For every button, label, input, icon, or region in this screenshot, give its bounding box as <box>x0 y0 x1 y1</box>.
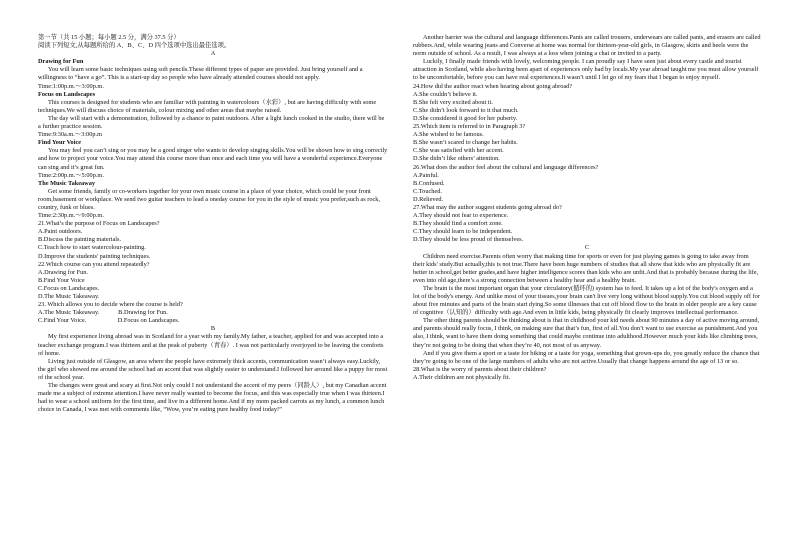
left-paragraph: 22.Which course can you attend repeatedly? <box>38 260 150 268</box>
left-paragraph: D.Improve the students' painting techniques. <box>38 252 151 260</box>
left-paragraph: Time:2:00p.m.～5:00p.m. <box>38 171 104 179</box>
left-paragraph: The day will start with a demonstration, followed by a chance to paint outdoors. After a light lunch cooked in the studio, there will be a further practice session. <box>38 114 386 131</box>
right-paragraph: And if you give them a sport or a taste for biking or a taste for yoga, something that grown-ups do, you greatly reduce the chance that they’re going to be one of the large numbers of adults who are not active.Usually that change happens around the age of 13 or so. <box>413 349 762 365</box>
left-paragraph: A.Paint outdoors. <box>38 228 83 236</box>
right-column <box>413 34 761 382</box>
left-paragraph: Time:2:30p.m.～9:00p.m. <box>38 212 104 220</box>
right-paragraph: D.They should be less proud of themselves. <box>413 236 524 244</box>
left-paragraph: The changes were great and scary at first.Not only could I not understand the accent of my peers（同龄人）, but my Canadian accent made me a subject of extreme attention.I have never really wanted to become the focus, and this was especially true when I was thirteen.I had to wear a school uniform for the first time, and live in a different home.And if my mom packed carrots as my lunch, a common lunch choice in Canada, I was met with comments like, “Wow, you’re eating pure healthy food today!” <box>38 382 388 414</box>
right-paragraph: Luckily, I finally made friends with lovely, welcoming people. I can proudly say I have seen just about every castle and tourist attraction in Scotland, while also having been apart of experiences only had by locals.My year abroad taught me you must allow yourself to be uncomfortable, before you can have real experiences.It wasn’t until I let go of my fears that I began to enjoy myself. <box>413 58 760 82</box>
left-column <box>38 34 388 414</box>
right-paragraph: C.They should learn to be independent. <box>413 228 513 236</box>
left-paragraph: Find Your Voice <box>38 139 82 147</box>
left-paragraph: 21.What’s the purpose of Focus on Landscapes? <box>38 220 160 228</box>
left-paragraph: Time:9:30a.m.～3:00p.m <box>38 131 102 139</box>
right-paragraph: Another barrier was the cultural and language differences.Pants are called trousers, underwears are called pants, and erasers are called rubbers.And, while wearing jeans and Converse at home was normal for thirteen-year-old girls, in Glasgow, skirts and heels were the norm outside of school. As a result, I was always at a loss when joining a chat or invited to a party. <box>413 34 763 58</box>
right-paragraph: B.They should find a comfort zone. <box>413 220 503 228</box>
left-paragraph: You may feel you can’t sing or you may be a good singer who wants to develop singing skills.You will be shown how to sing correctly and how to project your voice.You may attend this course more than once and each time you will have a wonderful experience.Everyone can sing and it’s great fun. <box>38 147 389 171</box>
right-paragraph: Children need exercise.Parents often worry that making time for sports or even for just playing games is going to take away from their kids' study.But actually,this is not true.There have been huge numbers of studies that all show that kids who are physically fit are better in school,get better grades,and have higher intelligence scores than kids who are unfit.And that is probably because during the life, even into old age,there’s a strong connection between a healthy hear and a healthy brain. <box>413 252 760 284</box>
right-paragraph: A.She couldn’t believe it. <box>413 90 478 98</box>
left-paragraph: This courses is designed for students who are familiar with painting in watercolours（水彩）, but are having difficulty with some techniques.We will discuss choice of materials, colour mixing and other areas that maybe raised. <box>38 98 378 114</box>
left-paragraph: B.Discuss the painting materials. <box>38 236 122 244</box>
left-paragraph: Time:1:00p.m.～3:00p.m. <box>38 82 104 90</box>
right-paragraph: C.She was satisfied with her accent. <box>413 147 504 155</box>
left-paragraph: D.The Music Takeaway. <box>38 293 100 300</box>
left-paragraph: C.Teach how to start watercolour-painting. <box>38 244 146 252</box>
right-paragraph: The brain is the most important organ that your circulatory(循环的) system has to feed. It takes up a lot of the body's oxygen and a lot of the body's energy. And unlike most of your tissues,your brain can't live very long without blood supply.You cut blood supply off for about five minutes and parts of the brain start dying.So some illnesses that cut off blood flow to the brain in older people are a key cause of cognitive（认知的）difficulty with age.And even in little kids, being physically fit clearly improves intellectual performance. <box>413 284 762 317</box>
left-paragraph: Drawing for Fun <box>38 58 84 66</box>
right-paragraph: D.Relieved. <box>413 195 444 203</box>
left-paragraph: A.Drawing for Fun. <box>38 268 89 276</box>
right-paragraph: C <box>584 244 590 252</box>
right-paragraph: B.Confused. <box>413 179 445 187</box>
left-paragraph: The Music Takeaway <box>38 179 96 187</box>
right-paragraph: A.Their children are not physically fit. <box>413 373 511 381</box>
right-paragraph: 26.What does the author feel about the cultural and language differences? <box>413 163 599 171</box>
left-paragraph: Get some friends, family or co-workers together for your own music course in a place of your choice, which could be your front room,basement or workplace. We send two guitar teachers to lead a oneday course for you in the style of music you prefer,such as rock, country, funk or blues. <box>38 187 382 211</box>
left-paragraph: C.Focus on Landscapes. <box>38 284 100 292</box>
right-paragraph: The other thing parents should be thinking about is that in childhood your kid needs about 90 minutes a day of active moving around, and parents should really focus, I think, on making sure that that’s fun, first of all.You don’t want to use exercise as punishment.And you also, I think, want to have them doing something that could maybe continue into adulthood.However much your kids like climbing trees, they’re not going to be doing that when they’re 40, not most of us anyway. <box>413 317 761 349</box>
left-paragraph: 阅读下列短文,从每题所给的 A、B、C、D 四个选项中选出最佳选项。 <box>38 42 231 50</box>
left-paragraph: C.Find Your Voice. D.Focus on Landscapes. <box>38 317 180 325</box>
right-paragraph: 27.What may the author suggest students going abroad do? <box>413 203 562 211</box>
left-paragraph: Focus on Landscapes <box>38 90 96 98</box>
left-paragraph: A.The Music Takeaway. B.Drawing for Fun. <box>38 309 168 317</box>
right-paragraph: C.She didn’t look forward to it that much. <box>413 106 519 114</box>
right-paragraph: 24.How did the author react when hearing about going abroad? <box>413 82 573 90</box>
left-paragraph: B <box>210 325 216 333</box>
left-paragraph: A <box>210 50 216 58</box>
right-paragraph: 25.Which item is referred to in Paragraph 3? <box>413 123 526 131</box>
left-paragraph: 第一节（共 15 小题；每小题 2.5 分，满分 37.5 分） <box>38 34 180 41</box>
left-paragraph: 23. Which allows you to decide where the course is held? <box>38 301 183 309</box>
left-paragraph: B.Find Your Voice <box>38 276 85 284</box>
right-paragraph: A.They should not fear to experience. <box>413 212 509 220</box>
right-paragraph: 28.What is the worry of parents about their children? <box>413 365 547 373</box>
right-paragraph: C.Touched. <box>413 187 442 195</box>
left-paragraph: You will learn some basic techniques using soft pencils.These different types of paper are provided. Just bring yourself and a willingness to “have a go”. This is a start-up day so people who have already attended courses should not apply. <box>38 66 365 82</box>
left-paragraph: Living just outside of Glasgow, an area where the people have extremely thick accents, communication wasn’t always easy.Luckily, the girl who showed me around the school had an accent that was slightly easier to understand.I followed her around like a puppy for most of the school year. <box>38 357 389 381</box>
left-paragraph: My first experience living abroad was in Scotland for a year with my family.My father, a teacher, applied for and was accepted into a teacher exchange program.I was thirteen and at the peak of puberty（青春）. I was not particularly overjoyed to be leaving the comforts of home. <box>38 333 386 357</box>
right-paragraph: D.She considered it good for her puberty. <box>413 114 518 122</box>
right-paragraph: A.She wished to be famous. <box>413 131 484 139</box>
right-paragraph: B.She felt very excited about it. <box>413 98 493 106</box>
right-paragraph: A.Painful. <box>413 171 439 179</box>
right-paragraph: B.She wasn’t scared to change her habits. <box>413 139 518 147</box>
right-paragraph: D.She didn’t like others’ attention. <box>413 155 500 163</box>
